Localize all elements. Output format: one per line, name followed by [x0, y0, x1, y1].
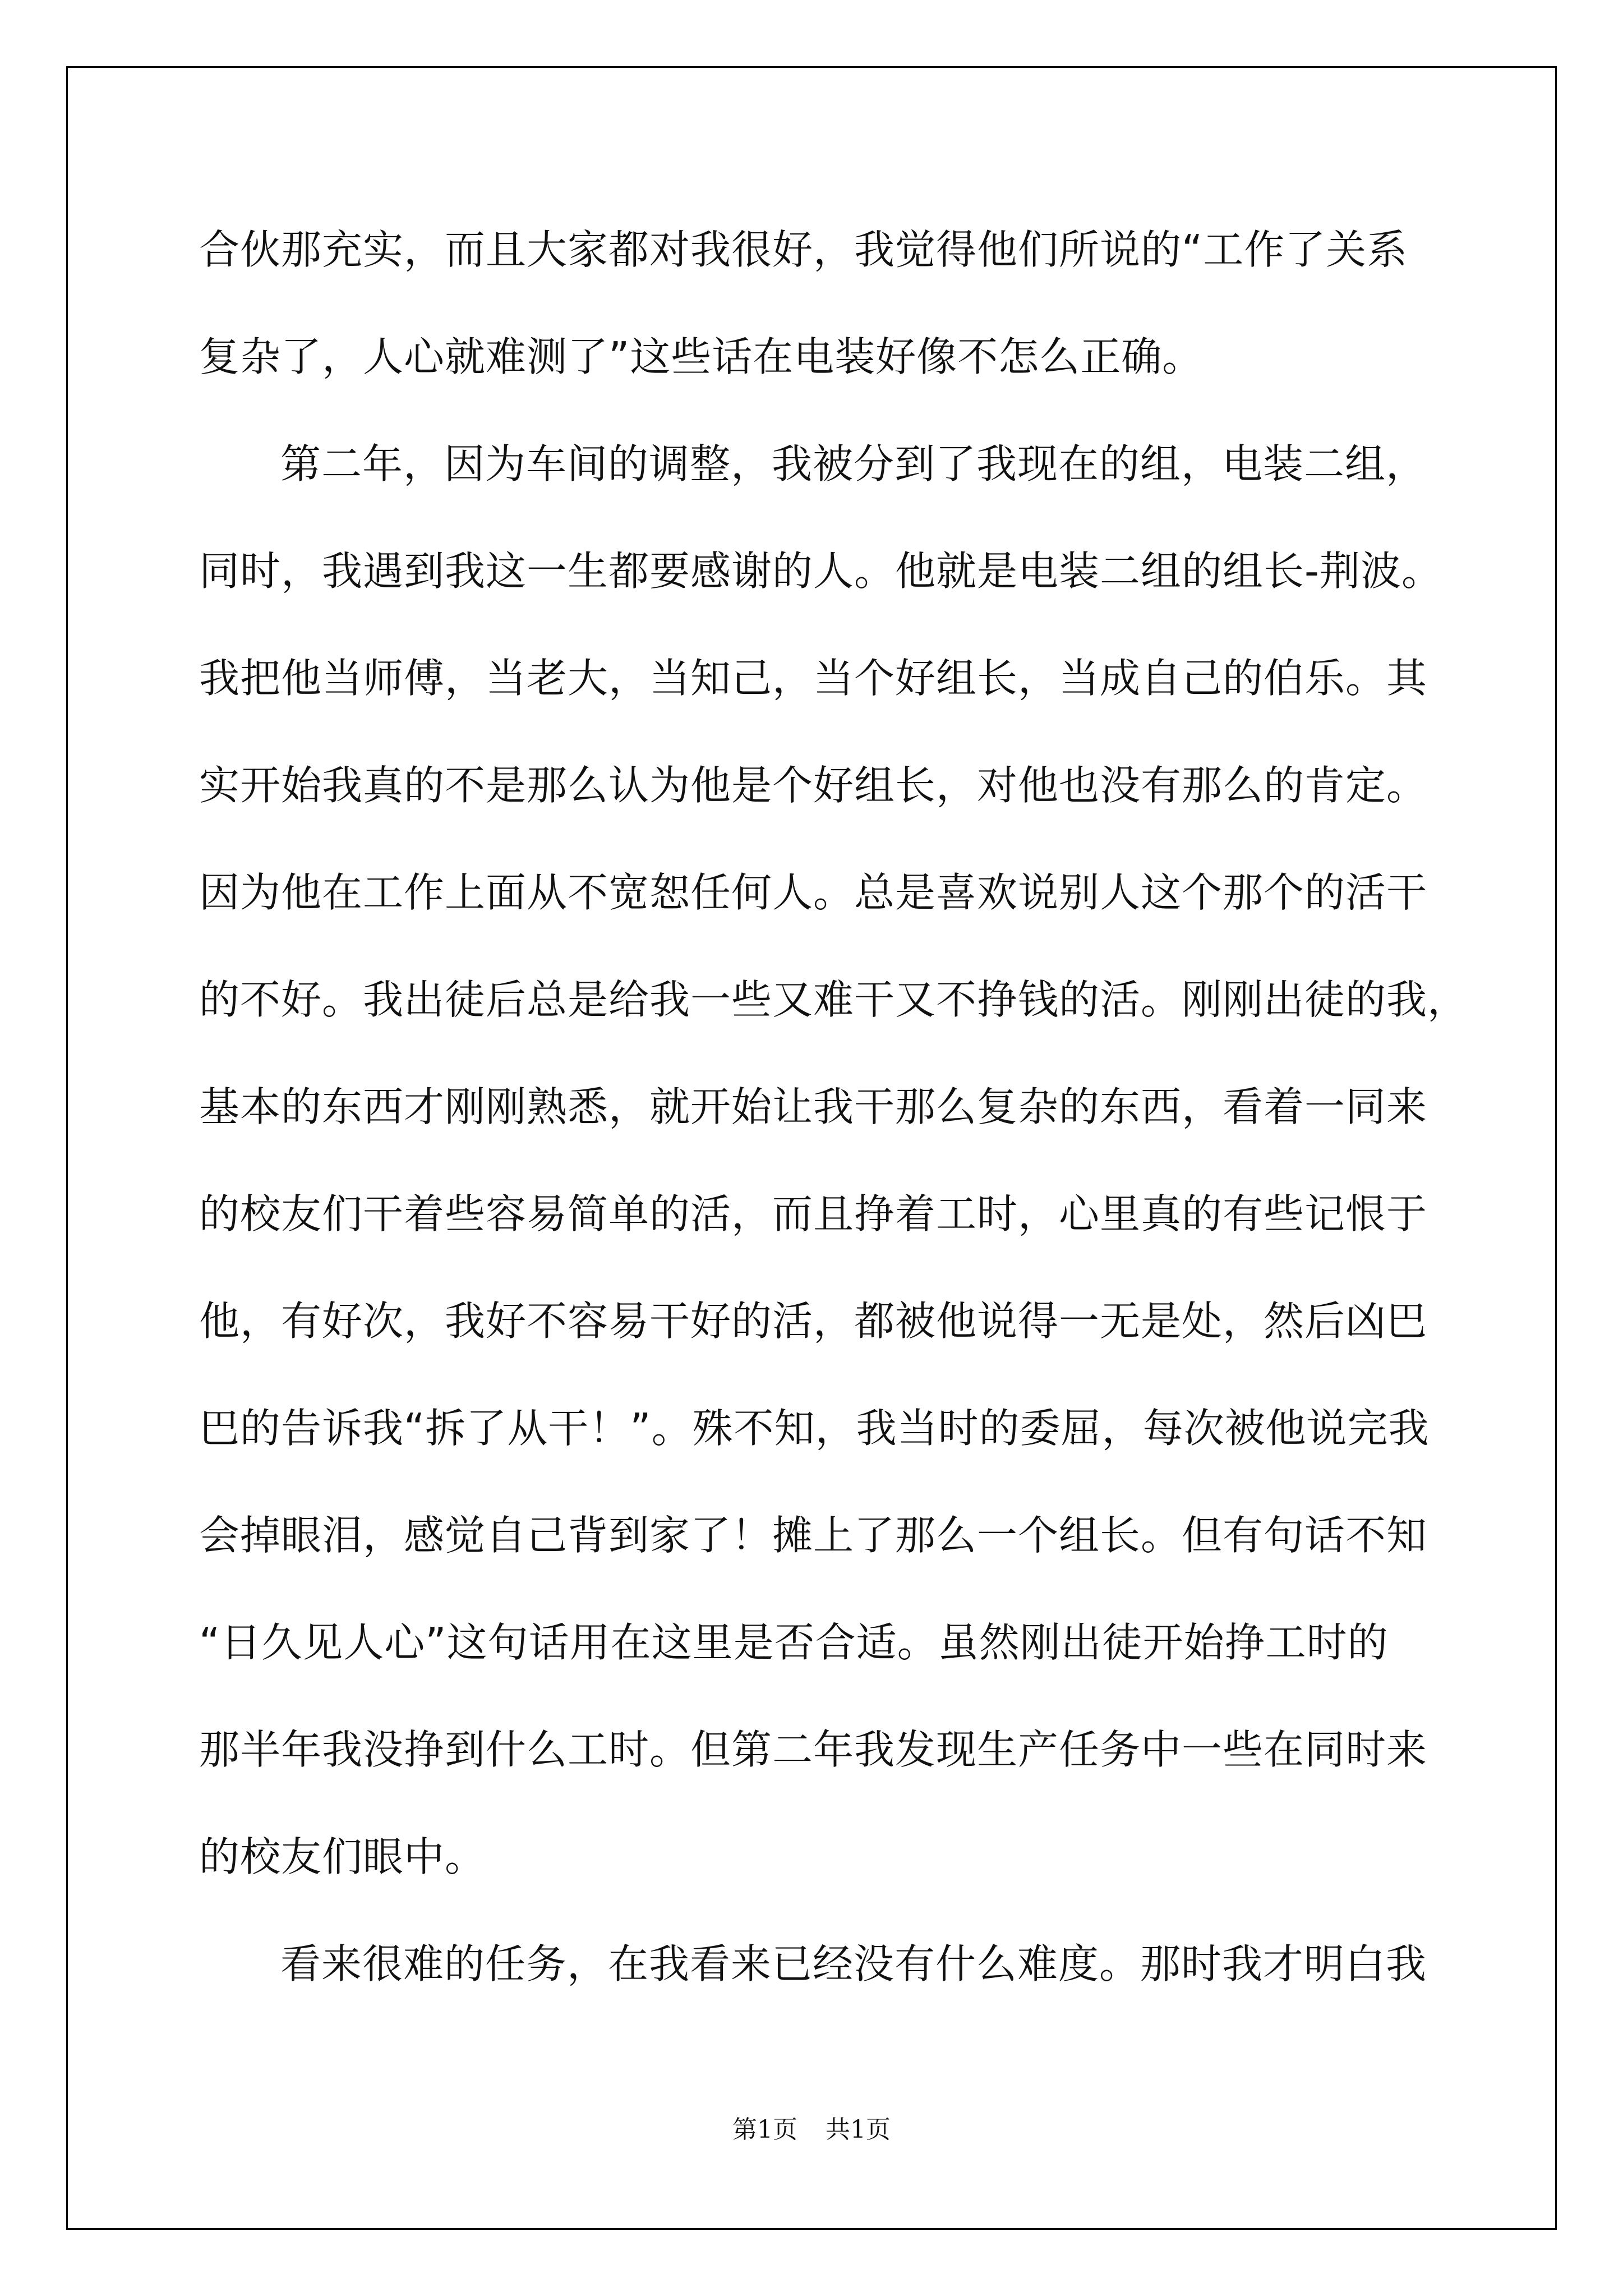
- text-line: 实开始我真的不是那么认为他是个好组长，对他也没有那么的肯定。: [199, 762, 1428, 809]
- text-line: 看来很难的任务，在我看来已经没有什么难度。那时我才明白我: [280, 1940, 1427, 1987]
- text-line: 巴的告诉我“拆了从干！”。殊不知，我当时的委屈，每次被他说完我: [199, 1405, 1430, 1452]
- text-line: 那半年我没挣到什么工时。但第二年我发现生产任务中一些在同时来: [199, 1726, 1428, 1773]
- text-line: 基本的东西才刚刚熟悉，就开始让我干那么复杂的东西，看着一同来: [199, 1083, 1428, 1130]
- text-line: 的不好。我出徒后总是给我一些又难干又不挣钱的活。刚刚出徒的我，: [199, 976, 1469, 1023]
- current-page-label: 第1页: [732, 2115, 797, 2144]
- text-line: 我把他当师傅，当老大，当知己，当个好组长，当成自己的伯乐。其: [199, 655, 1428, 702]
- document-body: [199, 222, 1469, 2043]
- total-pages-label: 共1页: [826, 2115, 891, 2144]
- text-line: 的校友们眼中。: [199, 1833, 486, 1880]
- text-line: 同时，我遇到我这一生都要感谢的人。他就是电装二组的组长-荆波。: [199, 547, 1442, 595]
- text-line: 他，有好次，我好不容易干好的活，都被他说得一无是处，然后凶巴: [199, 1297, 1428, 1345]
- page-footer: [0, 2109, 1623, 2145]
- text-line: 复杂了，人心就难测了”这些话在电装好像不怎么正确。: [199, 333, 1204, 380]
- text-line: “日久见人心”这句话用在这里是否合适。虽然刚出徒开始挣工时的: [199, 1619, 1389, 1666]
- text-line: 的校友们干着些容易简单的活，而且挣着工时，心里真的有些记恨于: [199, 1190, 1428, 1237]
- text-line: 第二年，因为车间的调整，我被分到了我现在的组，电装二组，: [280, 440, 1427, 487]
- text-line: 会掉眼泪，感觉自己背到家了！摊上了那么一个组长。但有句话不知: [199, 1512, 1428, 1559]
- text-line: 因为他在工作上面从不宽恕任何人。总是喜欢说别人这个那个的活干: [199, 869, 1428, 916]
- text-line: 合伙那充实，而且大家都对我很好，我觉得他们所说的“工作了关系: [199, 226, 1408, 273]
